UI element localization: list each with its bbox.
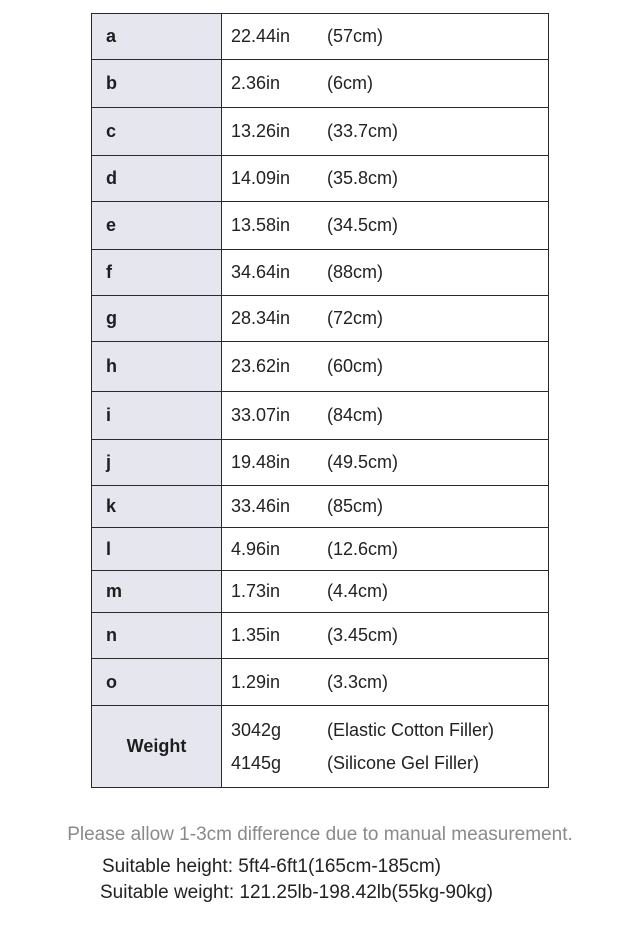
weight-filler: (Silicone Gel Filler) (327, 752, 480, 773)
measurement-rows (92, 14, 549, 788)
row-value (222, 108, 549, 156)
row-label: f (92, 250, 222, 296)
table-row (92, 60, 549, 108)
row-label: k (92, 486, 222, 528)
row-value (222, 250, 549, 296)
value-cm: (60cm) (327, 356, 384, 376)
table-row (92, 613, 549, 659)
weight-row (92, 706, 549, 788)
row-value (222, 392, 549, 440)
value-cm: (4.4cm) (327, 581, 389, 601)
weight-value: 4145g (231, 752, 282, 773)
row-value (222, 528, 549, 571)
weight-values (222, 706, 549, 788)
value-cm: (72cm) (327, 308, 384, 328)
weight-line (222, 747, 548, 780)
value-cm: (12.6cm) (327, 538, 399, 559)
suitable-height: Suitable height: 5ft4-6ft1(165cm-185cm) (102, 856, 442, 877)
table-row (92, 659, 549, 706)
value-inches: 33.07in (231, 405, 291, 425)
value-inches: 1.29in (231, 671, 281, 692)
measurement-table (91, 13, 549, 788)
value-cm: (49.5cm) (327, 452, 399, 472)
value-inches: 14.09in (231, 168, 291, 188)
measurement-disclaimer: Please allow 1-3cm difference due to manual measurement. (67, 824, 573, 845)
row-label: l (92, 528, 222, 571)
row-label: i (92, 392, 222, 440)
table-row (92, 342, 549, 392)
table-row (92, 108, 549, 156)
value-cm: (57cm) (327, 26, 384, 46)
row-label: h (92, 342, 222, 392)
table-row (92, 528, 549, 571)
row-value (222, 202, 549, 250)
row-value (222, 14, 549, 60)
value-cm: (85cm) (327, 496, 384, 516)
table-row (92, 486, 549, 528)
value-inches: 13.58in (231, 215, 291, 235)
row-value (222, 296, 549, 342)
value-cm: (33.7cm) (327, 121, 399, 141)
weight-label: Weight (92, 706, 222, 788)
value-inches: 1.73in (231, 581, 281, 601)
row-value (222, 571, 549, 613)
table-row (92, 296, 549, 342)
row-value (222, 659, 549, 706)
row-label: m (92, 571, 222, 613)
table-row (92, 440, 549, 486)
table-row (92, 156, 549, 202)
table-row (92, 250, 549, 296)
value-cm: (6cm) (327, 73, 373, 93)
weight-line (222, 714, 548, 747)
row-label: g (92, 296, 222, 342)
value-cm: (3.45cm) (327, 625, 399, 645)
weight-value: 3042g (231, 719, 282, 740)
row-label: a (92, 14, 222, 60)
row-label: n (92, 613, 222, 659)
row-label: o (92, 659, 222, 706)
table-row (92, 14, 549, 60)
row-value (222, 156, 549, 202)
row-label: j (92, 440, 222, 486)
value-cm: (34.5cm) (327, 215, 399, 235)
value-inches: 1.35in (231, 625, 281, 645)
table-row (92, 571, 549, 613)
row-value (222, 342, 549, 392)
row-label: d (92, 156, 222, 202)
weight-filler: (Elastic Cotton Filler) (327, 719, 495, 740)
row-value (222, 486, 549, 528)
value-inches: 22.44in (231, 26, 291, 46)
row-label: b (92, 60, 222, 108)
row-value (222, 613, 549, 659)
value-inches: 19.48in (231, 452, 291, 472)
value-inches: 33.46in (231, 496, 291, 516)
row-label: e (92, 202, 222, 250)
value-inches: 28.34in (231, 308, 291, 328)
value-cm: (35.8cm) (327, 168, 399, 188)
value-cm: (84cm) (327, 405, 384, 425)
value-inches: 13.26in (231, 121, 291, 141)
value-inches: 34.64in (231, 262, 291, 282)
row-label: c (92, 108, 222, 156)
table-row (92, 202, 549, 250)
value-cm: (3.3cm) (327, 671, 389, 692)
table-row (92, 392, 549, 440)
row-value (222, 440, 549, 486)
row-value (222, 60, 549, 108)
suitable-weight: Suitable weight: 121.25lb-198.42lb(55kg-90kg) (100, 882, 493, 903)
value-inches: 4.96in (231, 538, 281, 559)
value-inches: 2.36in (231, 73, 281, 93)
value-inches: 23.62in (231, 356, 291, 376)
value-cm: (88cm) (327, 262, 384, 282)
